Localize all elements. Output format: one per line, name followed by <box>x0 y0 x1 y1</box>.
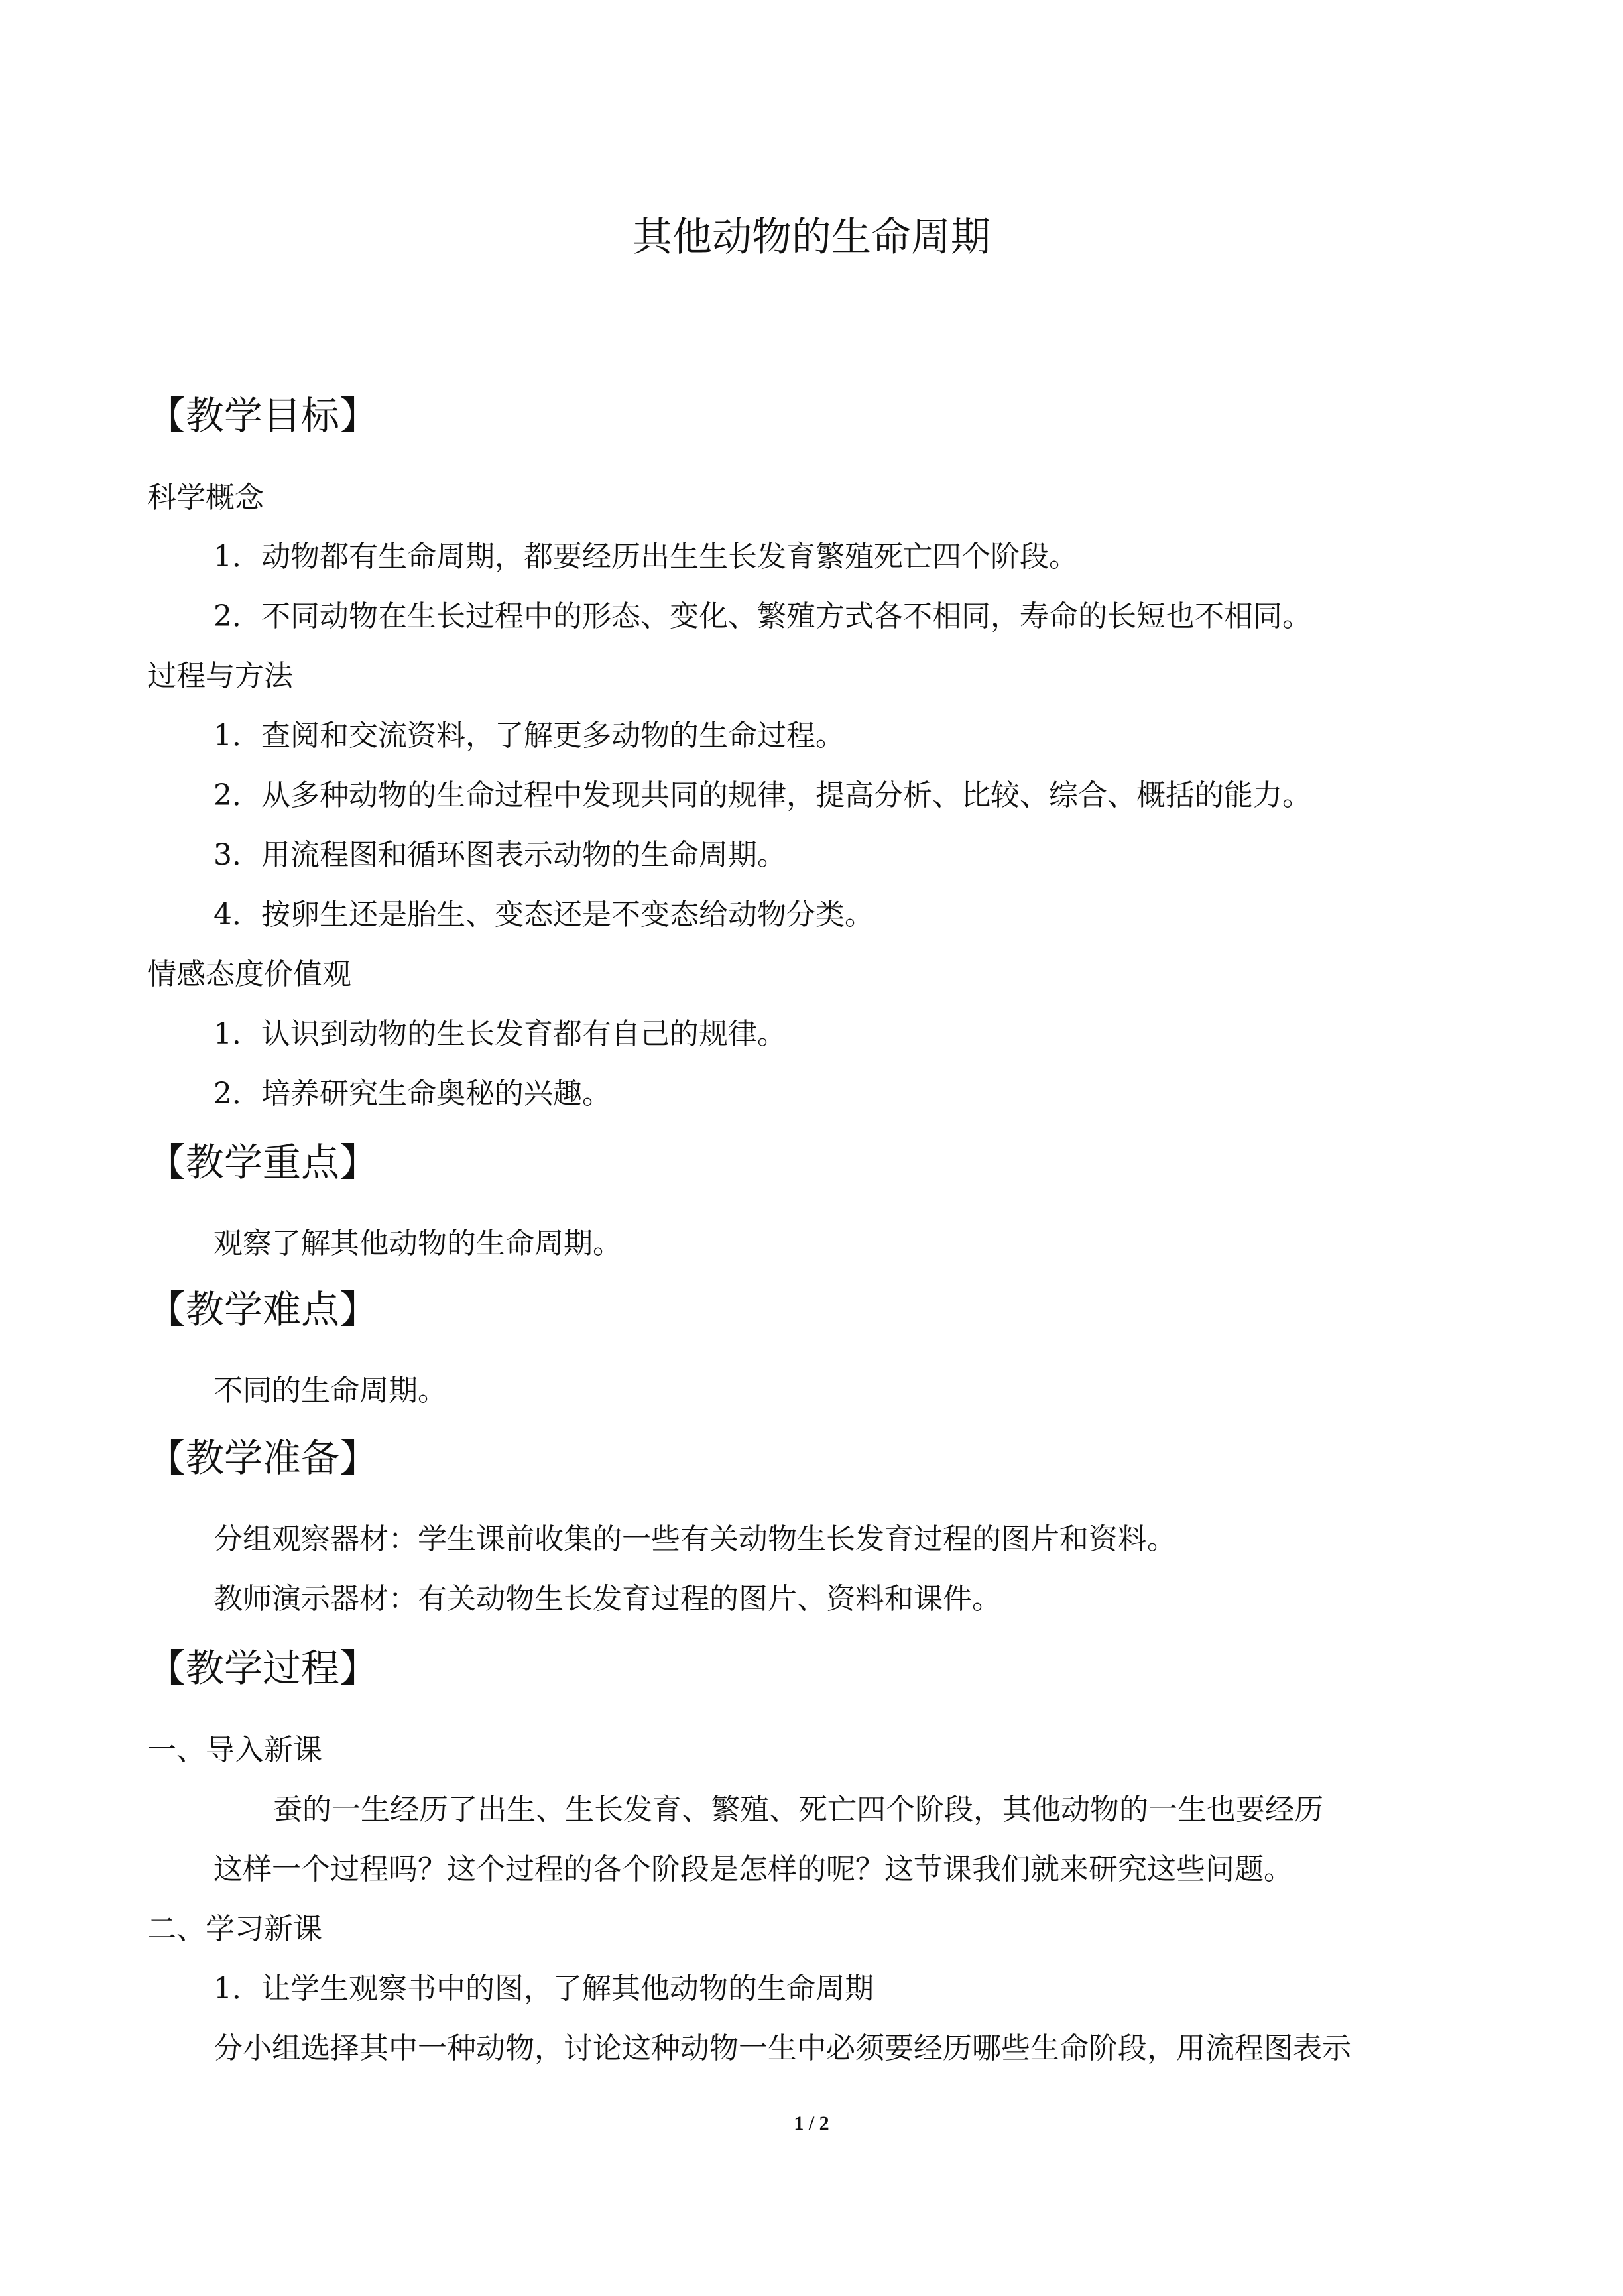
label-science-concepts: 科学概念 <box>147 481 264 514</box>
key-points-text: 观察了解其他动物的生命周期。 <box>213 1227 622 1260</box>
label-new-lesson: 二、学习新课 <box>147 1912 322 1946</box>
concept-item-2: 2．不同动物在生长过程中的形态、变化、繁殖方式各不相同，寿命的长短也不相同。 <box>213 599 1311 633</box>
heading-objectives: 【教学目标】 <box>147 393 379 438</box>
intro-line-2: 这样一个过程吗？这个过程的各个阶段是怎样的呢？这节课我们就来研究这些问题。 <box>213 1852 1293 1886</box>
new-lesson-step-1: 1．让学生观察书中的图，了解其他动物的生命周期 <box>213 1972 874 2006</box>
label-intro: 一、导入新课 <box>147 1733 322 1767</box>
process-item-1: 1．查阅和交流资料，了解更多动物的生命过程。 <box>213 719 845 753</box>
process-item-4: 4．按卵生还是胎生、变态还是不变态给动物分类。 <box>213 898 874 932</box>
heading-key-points: 【教学重点】 <box>147 1140 379 1185</box>
preparation-item-1: 分组观察器材：学生课前收集的一些有关动物生长发育过程的图片和资料。 <box>213 1522 1176 1556</box>
preparation-item-2: 教师演示器材：有关动物生长发育过程的图片、资料和课件。 <box>213 1582 1001 1616</box>
heading-preparation: 【教学准备】 <box>147 1435 379 1480</box>
heading-teaching-process: 【教学过程】 <box>147 1646 379 1691</box>
intro-line-1: 蚕的一生经历了出生、生长发育、繁殖、死亡四个阶段，其他动物的一生也要经历 <box>273 1793 1323 1827</box>
concept-item-1: 1．动物都有生命周期，都要经历出生生长发育繁殖死亡四个阶段。 <box>213 540 1078 574</box>
new-lesson-step-1-text: 分小组选择其中一种动物，讨论这种动物一生中必须要经历哪些生命阶段，用流程图表示 <box>213 2031 1351 2065</box>
label-process-methods: 过程与方法 <box>147 659 293 693</box>
attitude-item-2: 2．培养研究生命奥秘的兴趣。 <box>213 1077 611 1111</box>
heading-difficulties: 【教学难点】 <box>147 1287 379 1332</box>
process-item-3: 3．用流程图和循环图表示动物的生命周期。 <box>213 838 786 872</box>
process-item-2: 2．从多种动物的生命过程中发现共同的规律，提高分析、比较、综合、概括的能力。 <box>213 778 1311 812</box>
attitude-item-1: 1．认识到动物的生长发育都有自己的规律。 <box>213 1017 786 1051</box>
difficulties-text: 不同的生命周期。 <box>213 1374 447 1408</box>
label-attitude-values: 情感态度价值观 <box>147 957 351 991</box>
page-number: 1 / 2 <box>794 2112 829 2134</box>
page-title: 其他动物的生命周期 <box>632 214 991 261</box>
